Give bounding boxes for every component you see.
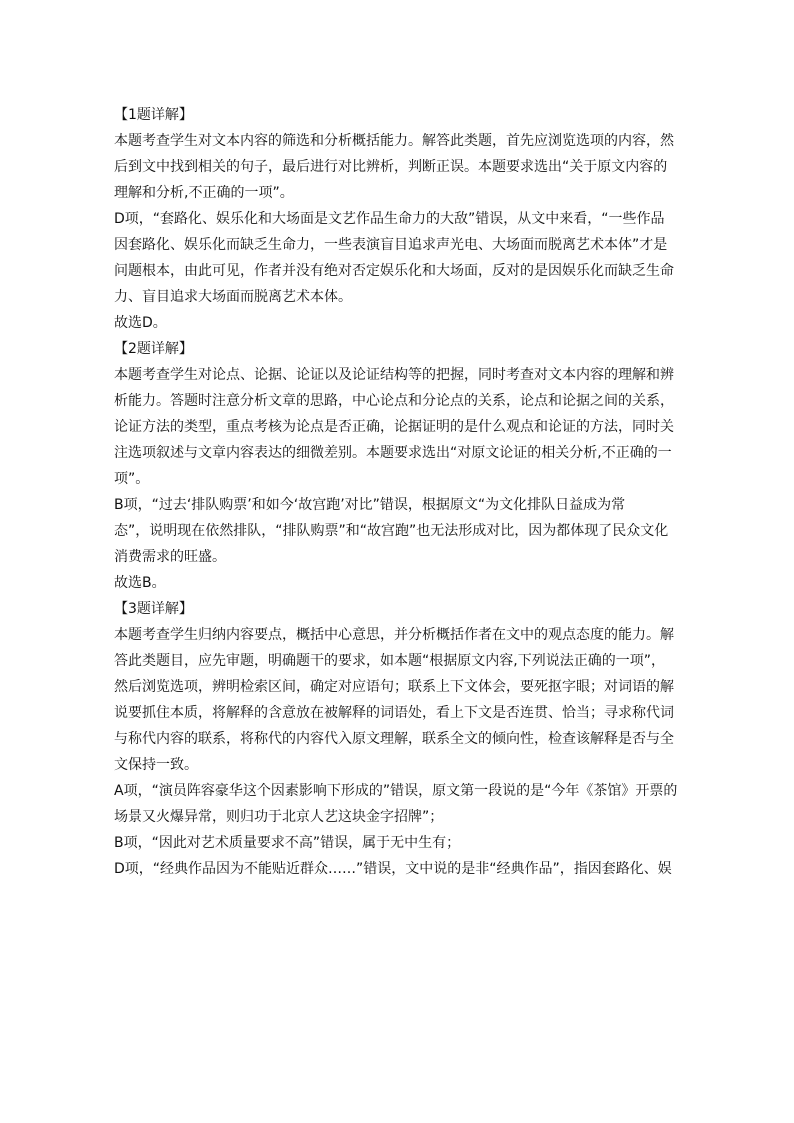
text-line: 然后浏览选项，辨明检索区间，确定对应语句；联系上下文体会，要死抠字眼；对词语的解 [114, 679, 674, 695]
text-line: 文保持一致。 [114, 757, 198, 773]
text-line: 析能力。答题时注意分析文章的思路，中心论点和分论点的关系，论点和论据之间的关系， [114, 393, 674, 409]
text-line: 与称代内容的联系，将称代的内容代入原文理解，联系全文的倾向性，检查该解释是否与全 [114, 731, 674, 747]
text-line: 说要抓住本质，将解释的含意放在被解释的词语处，看上下文是否连贯、恰当；寻求称代词 [114, 705, 674, 721]
text-line: A项，“演员阵容豪华这个因素影响下形成的”错误，原文第一段说的是“今年《茶馆》开票的 [114, 783, 678, 799]
text-line: B项，“过去‘排队购票’和如今‘故宫跑’对比”错误，根据原文“为文化排队日益成为常 [114, 497, 626, 513]
text-line: 理解和分析,不正确的一项”。 [114, 185, 294, 201]
text-line: 问题根本，由此可见，作者并没有绝对否定娱乐化和大场面，反对的是因娱乐化而缺乏生命 [114, 263, 674, 279]
answer-analysis-text [114, 102, 684, 882]
answer-line-q2: 故选B。 [114, 575, 166, 591]
text-line: D项，“经典作品因为不能贴近群众……”错误，文中说的是非“经典作品”，指因套路化、娱 [114, 861, 672, 877]
text-line: 场景又火爆异常，则归功于北京人艺这块金字招牌”； [114, 809, 444, 825]
text-line: 论证方法的类型，重点考核为论点是否正确，论据证明的是什么观点和论证的方法，同时关 [114, 419, 674, 435]
section-heading-q3: 【3题详解】 [114, 601, 193, 617]
text-line: 本题考查学生对文本内容的筛选和分析概括能力。解答此类题，首先应浏览选项的内容，然 [114, 133, 674, 149]
text-line: 本题考查学生归纳内容要点，概括中心意思，并分析概括作者在文中的观点态度的能力。解 [114, 627, 674, 643]
section-heading-q2: 【2题详解】 [114, 341, 193, 357]
section-heading-q1: 【1题详解】 [114, 107, 193, 123]
text-line: 注选项叙述与文章内容表达的细微差别。本题要求选出“对原文论证的相关分析,不正确的一 [114, 445, 672, 461]
text-line: 力、盲目追求大场面而脱离艺术本体。 [114, 289, 352, 305]
text-line: 答此类题目，应先审题，明确题干的要求，如本题“根据原文内容,下列说法正确的一项”， [114, 653, 665, 669]
text-line: 因套路化、娱乐化而缺乏生命力，一些表演盲目追求声光电、大场面而脱离艺术本体”才是 [114, 237, 668, 253]
text-line: 项”。 [114, 471, 150, 487]
text-line: D项，“套路化、娱乐化和大场面是文艺作品生命力的大敌”错误，从文中来看，“一些作品 [114, 211, 665, 227]
text-line: B项，“因此对艺术质量要求不高”错误，属于无中生有； [114, 835, 461, 851]
text-line: 本题考查学生对论点、论据、论证以及论证结构等的把握，同时考查对文本内容的理解和辨 [114, 367, 674, 383]
answer-line-q1: 故选D。 [114, 315, 167, 331]
text-line: 态”，说明现在依然排队，“排队购票”和“故宫跑”也无法形成对比，因为都体现了民众文化 [114, 523, 669, 539]
text-line: 消费需求的旺盛。 [114, 549, 226, 565]
text-line: 后到文中找到相关的句子，最后进行对比辨析，判断正误。本题要求选出“关于原文内容的 [114, 159, 668, 175]
